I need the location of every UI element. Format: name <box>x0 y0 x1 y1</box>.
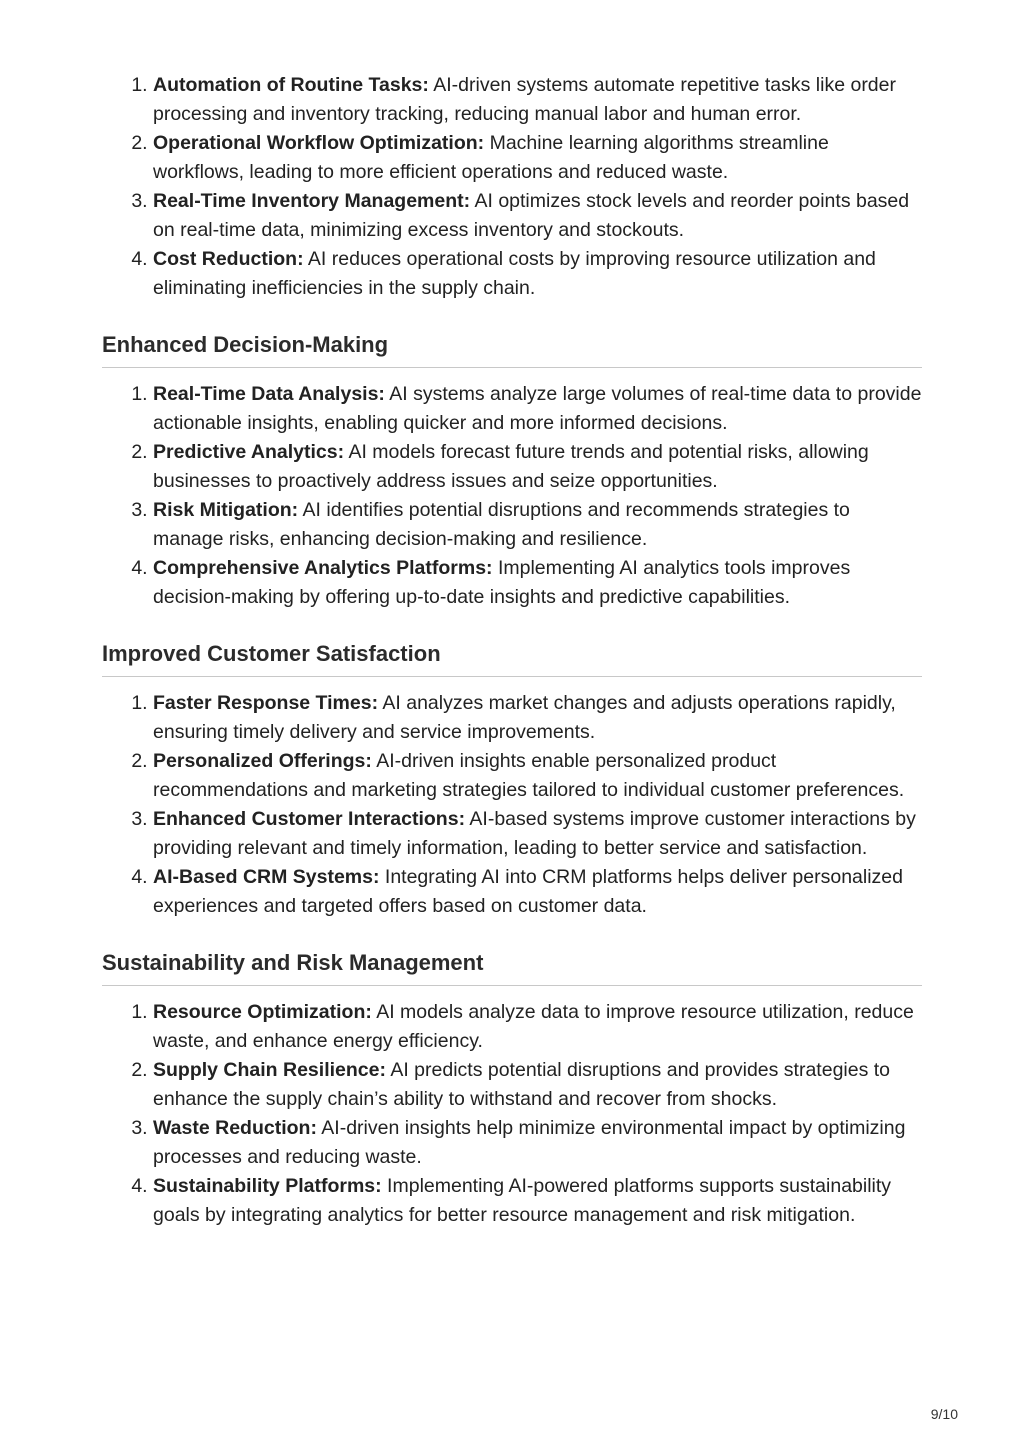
item-text: AI systems analyze large volumes of real-time data to provide actionable insights, enabling quicker and more informed decisions. <box>153 383 922 434</box>
item-term: Cost Reduction: <box>153 248 304 270</box>
section-list <box>102 689 922 921</box>
item-term: Sustainability Platforms: <box>153 1175 382 1197</box>
item-term: Real-Time Inventory Management: <box>153 190 471 212</box>
item-text: AI-based systems improve customer interactions by providing relevant and timely information, leading to better service and satisfaction. <box>153 808 916 859</box>
item-text: AI models forecast future trends and potential risks, allowing businesses to proactively address issues and seize opportunities. <box>153 441 869 492</box>
list-item <box>153 689 922 747</box>
list-item <box>153 1056 922 1114</box>
item-term: Resource Optimization: <box>153 1001 372 1023</box>
intro-list <box>102 71 922 303</box>
item-text: AI analyzes market changes and adjusts operations rapidly, ensuring timely delivery and service improvements. <box>153 692 896 743</box>
list-item <box>153 380 922 438</box>
item-text: Implementing AI-powered platforms supports sustainability goals by integrating analytics for better resource management and risk mitigation. <box>153 1175 892 1226</box>
item-text: AI-driven systems automate repetitive tasks like order processing and inventory tracking, reducing manual labor and human error. <box>153 74 896 125</box>
section-list <box>102 380 922 612</box>
item-term: Supply Chain Resilience: <box>153 1059 386 1081</box>
item-term: AI-Based CRM Systems: <box>153 866 380 888</box>
item-text: AI reduces operational costs by improving resource utilization and eliminating inefficiencies in the supply chain. <box>153 248 876 299</box>
list-item <box>153 805 922 863</box>
list-item <box>153 245 922 303</box>
item-text: Integrating AI into CRM platforms helps deliver personalized experiences and targeted offers based on customer data. <box>153 866 903 917</box>
item-text: AI-driven insights enable personalized product recommendations and marketing strategies tailored to individual customer preferences. <box>153 750 905 801</box>
item-term: Automation of Routine Tasks: <box>153 74 429 96</box>
list-item <box>153 747 922 805</box>
list-item <box>153 1172 922 1230</box>
section-heading: Sustainability and Risk Management <box>102 949 922 986</box>
item-term: Faster Response Times: <box>153 692 379 714</box>
document-body <box>102 71 922 1230</box>
section-heading: Enhanced Decision-Making <box>102 331 922 368</box>
list-item <box>153 998 922 1056</box>
section-enhanced-decision-making <box>102 331 922 612</box>
item-text: Machine learning algorithms streamline workflows, leading to more efficient operations and reduced waste. <box>153 132 829 183</box>
item-text: Implementing AI analytics tools improves decision-making by offering up-to-date insights and predictive capabilities. <box>153 557 851 608</box>
page-number: 9/10 <box>930 1406 958 1422</box>
list-item <box>153 71 922 129</box>
list-item <box>153 438 922 496</box>
item-term: Operational Workflow Optimization: <box>153 132 485 154</box>
list-item <box>153 863 922 921</box>
item-text: AI-driven insights help minimize environmental impact by optimizing processes and reducing waste. <box>153 1117 906 1168</box>
item-term: Personalized Offerings: <box>153 750 372 772</box>
section-heading: Improved Customer Satisfaction <box>102 640 922 677</box>
item-text: AI models analyze data to improve resource utilization, reduce waste, and enhance energy efficiency. <box>153 1001 914 1052</box>
item-term: Risk Mitigation: <box>153 499 299 521</box>
section-improved-customer-satisfaction <box>102 640 922 921</box>
list-item <box>153 129 922 187</box>
item-text: AI identifies potential disruptions and recommends strategies to manage risks, enhancing decision-making and resilience. <box>153 499 850 550</box>
item-term: Real-Time Data Analysis: <box>153 383 385 405</box>
item-term: Waste Reduction: <box>153 1117 317 1139</box>
item-text: AI predicts potential disruptions and provides strategies to enhance the supply chain’s ability to withstand and recover from shocks. <box>153 1059 891 1110</box>
list-item <box>153 496 922 554</box>
item-term: Enhanced Customer Interactions: <box>153 808 466 830</box>
list-item <box>153 187 922 245</box>
list-item <box>153 1114 922 1172</box>
section-sustainability-risk-management <box>102 949 922 1230</box>
section-list <box>102 998 922 1230</box>
item-term: Predictive Analytics: <box>153 441 345 463</box>
item-term: Comprehensive Analytics Platforms: <box>153 557 493 579</box>
list-item <box>153 554 922 612</box>
item-text: AI optimizes stock levels and reorder points based on real-time data, minimizing excess inventory and stockouts. <box>153 190 910 241</box>
